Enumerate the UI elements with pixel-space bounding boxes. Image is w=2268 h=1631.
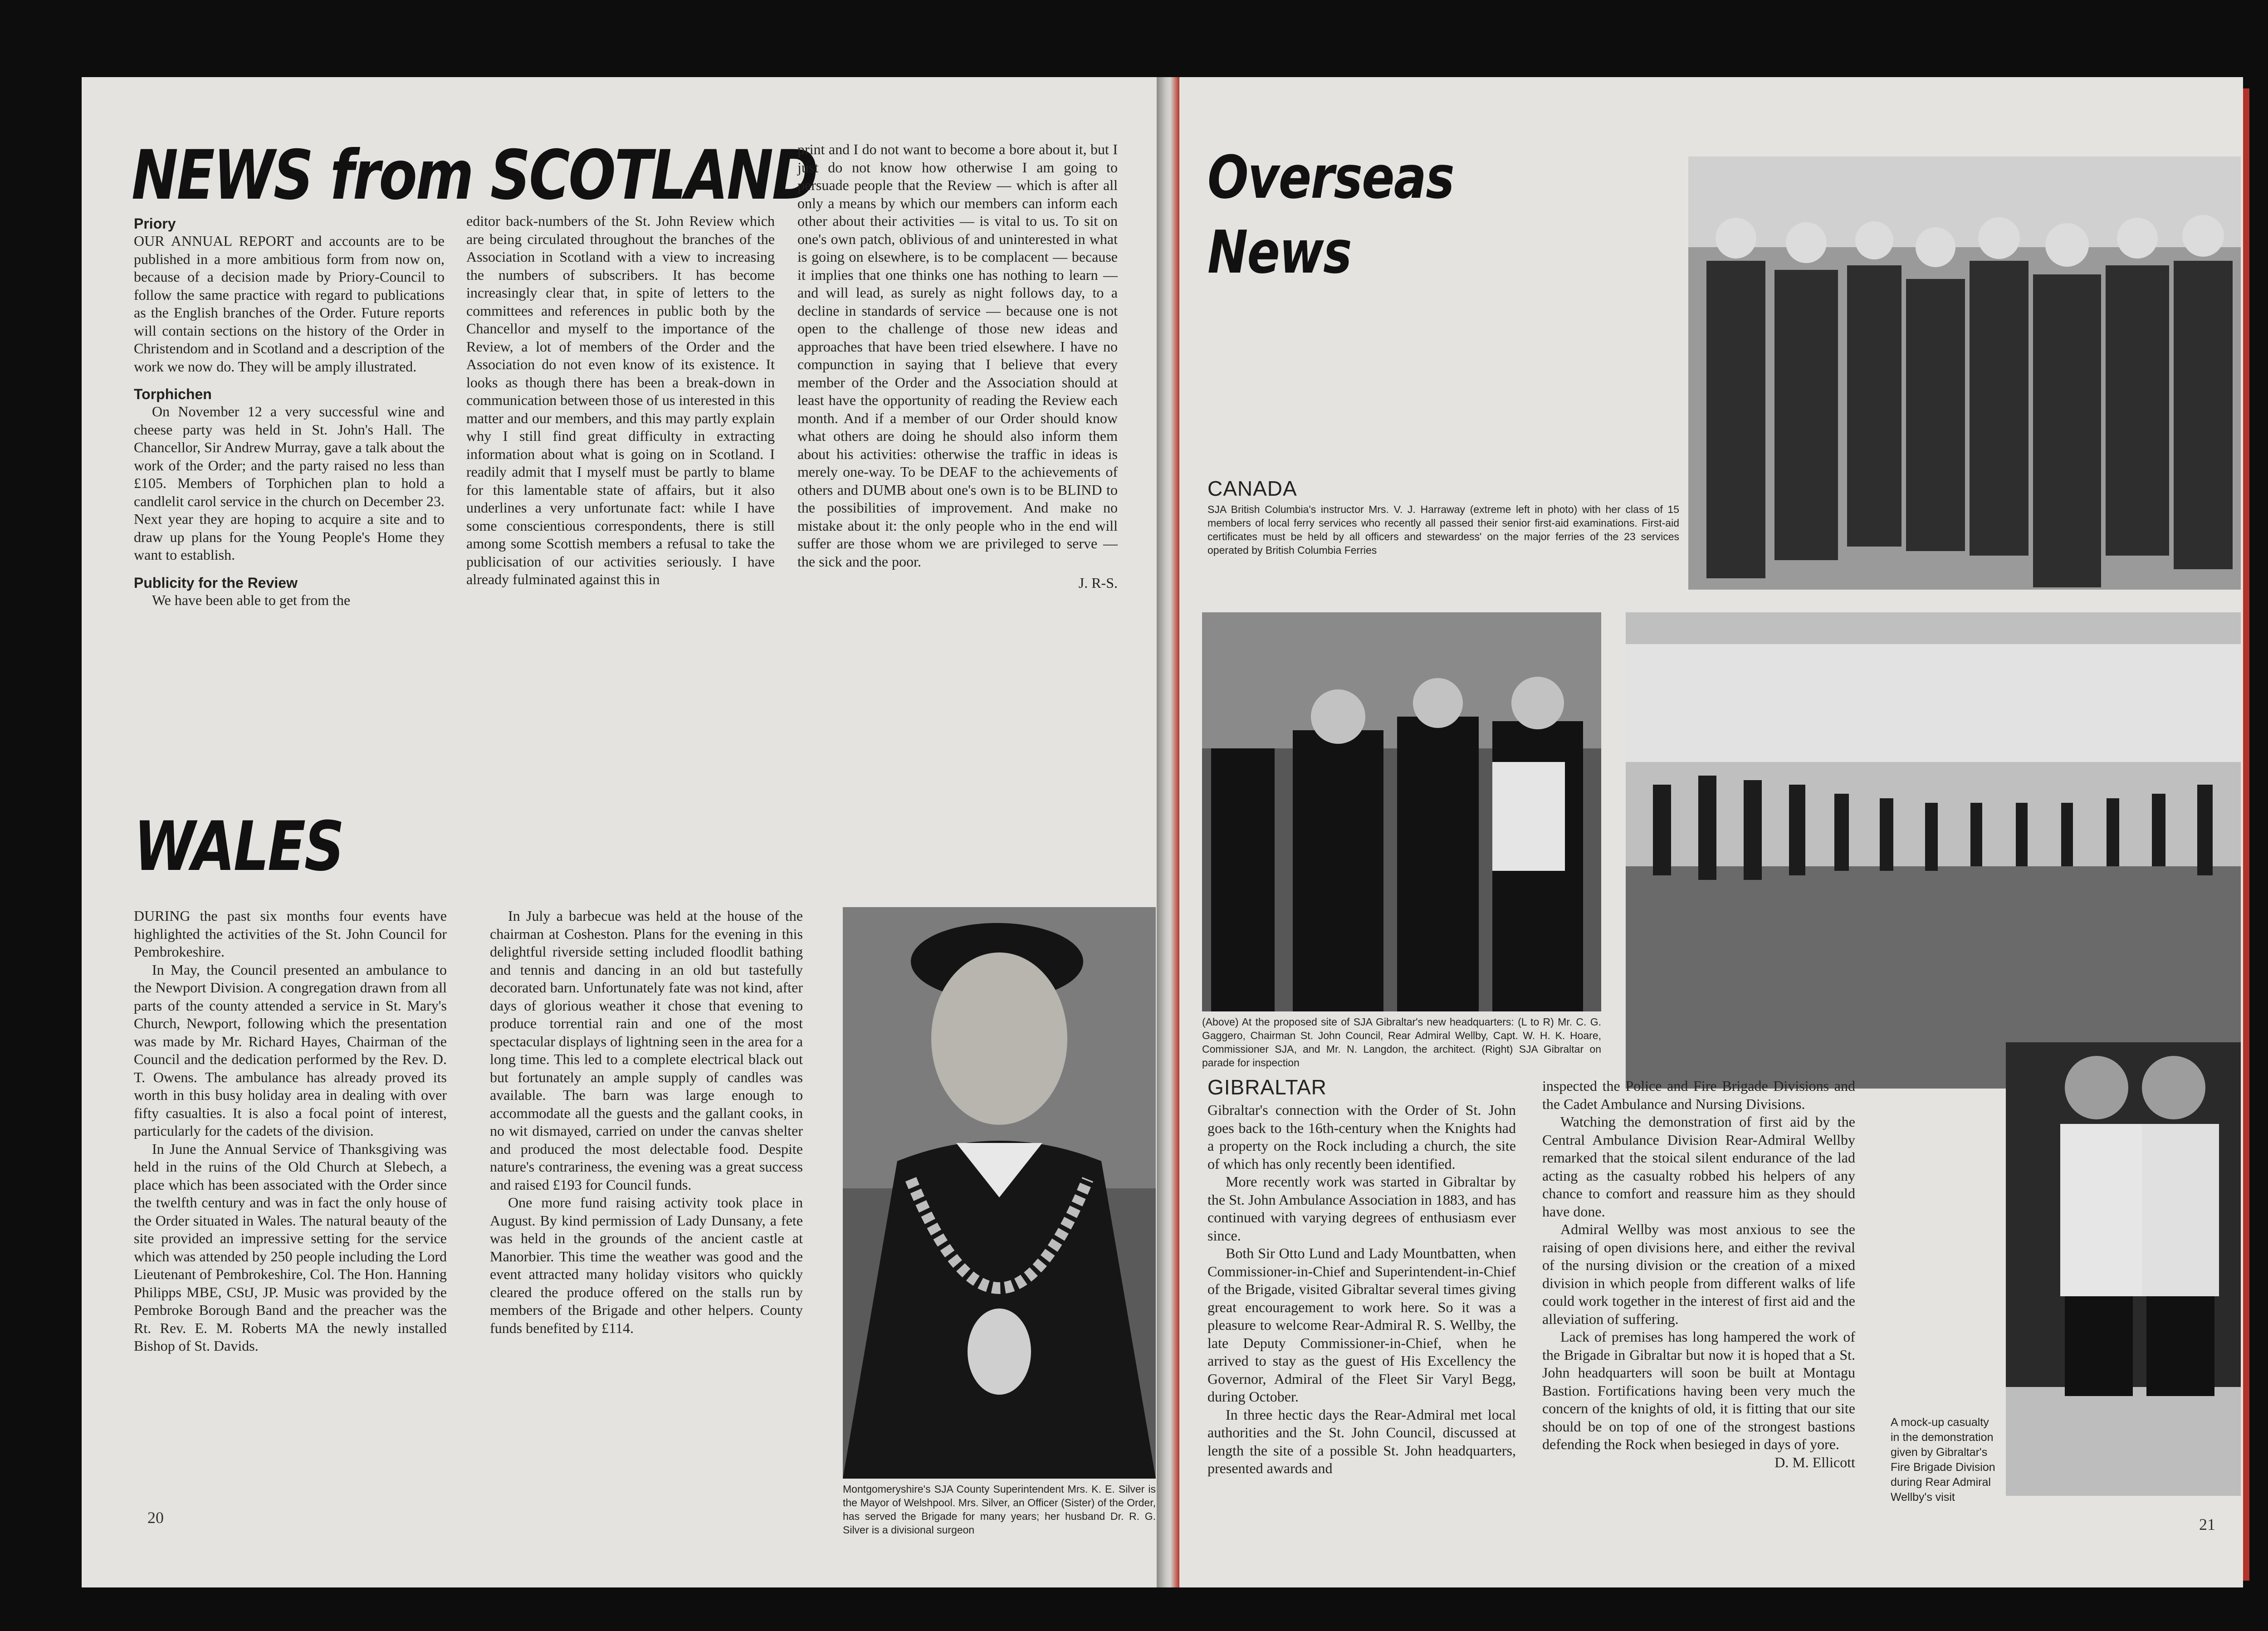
gib-col2-p1: inspected the Police and Fire Brigade Divisions and the Cadet Ambulance and Nursing Divisions. [1542, 1078, 1855, 1112]
binding-edge [2243, 88, 2249, 1581]
canada-caption: SJA British Columbia's instructor Mrs. V. J. Harraway (extreme left in photo) with her class of 15 members of local ferry services who recently all passed their senior first-aid examinations. First-aid certificates must be held by all officers and stewardess' on the major ferries of the 23 services operated by British Columbia Ferries [1207, 503, 1679, 556]
canada-heading: CANADA [1207, 477, 1297, 500]
casualty-photo-illustration [2006, 1042, 2241, 1496]
mockup-casualty-photo [2006, 1042, 2241, 1496]
gib-col1-p1: Gibraltar's connection with the Order of St. John goes back to the 16th-century when the Knights had a property on the Rock including a church, the site of which has only recently been identified. [1207, 1102, 1516, 1172]
wales-column-1 [134, 907, 447, 1355]
gibraltar-heading: GIBRALTAR [1207, 1075, 1327, 1099]
page-number-right: 21 [2199, 1515, 2215, 1533]
scotland-title: NEWS from SCOTLAND [132, 136, 817, 215]
gib-col2-p4: Lack of premises has long hampered the work of the Brigade in Gibraltar but now it is hoped that a St. John headquarters will soon be built at Montagu Bastion. Fortifications having been very much the concern of the knights of old, it is fitting that our site should be on top of one of the strongest bastions defending the Rock when besieged in days of yore. [1542, 1328, 1855, 1452]
torphichen-text: On November 12 a very successful wine and cheese party was held in St. John's Hall. The Chancellor, Sir Andrew Murray, gave a talk about the work of the Order; and the party raised no less than £105. Members of Torphichen plan to hold a candlelit carol service in the church on December 23. Next year they are hoping to acquire a site and to draw up plans for the Young People's Home they want to establish. [134, 403, 445, 563]
gib-col1-p3: Both Sir Otto Lund and Lady Mountbatten, when Commissioner-in-Chief and Superintendent-in-Chief of the Brigade, visited Gibraltar several times giving great encouragement to work here. So it was a pleasure to welcome Rear-Admiral R. S. Wellby, the late Deputy Commissioner-in-Chief, when he arrived to stay as the guest of His Excellency the Governor, Admiral of the Fleet Sir Varyl Begg, during October. [1207, 1245, 1516, 1405]
scotland-col3-text: print and I do not want to become a bore about it, but I just do not know how otherwise I am going to persuade people that the Review — which is after all only a means by which our members can inform each other about their activities — is vital to us. To sit on one's own patch, oblivious of and uninterested in what is going on elsewhere, is to be complacent — because it implies that one thinks one has nothing to learn — and will lead, as surely as night follows day, to a decline in standards of service — because one is not open to the challenge of those new ideas and approaches that have been tried elsewhere. I have no compunction in saying that I believe that every member of the Order and the Association should at least have the opportunity of reading the Review each month. And if a member of our Order should know what others are doing he should also inform them about his activities: otherwise the traffic in ideas is merely one-way. To be DEAF to the achievements of others and DUMB about one's own is to be BLIND to the possibilities of improvement. And make no mistake about it: the only people who in the end will suffer are those whom we are privileged to serve — the sick and the poor. [797, 141, 1118, 570]
page-number-left: 20 [147, 1509, 164, 1527]
gibraltar-column-1 [1207, 1101, 1516, 1478]
mockup-caption: A mock-up casualty in the demonstration given by Gibraltar's Fire Brigade Division during Rear Admiral Wellby's visit [1891, 1416, 1995, 1504]
wales-col2-p1: In July a barbecue was held at the house of the chairman at Cosheston. Plans for the evening in this delightful riverside setting included floodlit bathing and tennis and dancing in an old but tastefully decorated barn. Unfortunately fate was not kind, after days of glorious weather it chose that evening to produce torrential rain and one of the most spectacular displays of lightning seen in the area for a long time. This led to a complete electrical black out but fortunately an ample supply of candles was available. The barn was large enough to accommodate all the guests and the gallant cooks, in no wit dismayed, carried on under the canvas shelter and produced the most delectable food. Despite nature's contrariness, the evening was a great success and raised £193 for Council funds. [490, 908, 803, 1193]
canada-ferry-class-photo [1688, 156, 2241, 590]
publicity-text: We have been able to get from the [152, 591, 351, 608]
site-photo-illustration [1202, 612, 1601, 1011]
scotland-column-2 [466, 212, 775, 589]
torphichen-heading: Torphichen [134, 386, 212, 402]
wales-col2-p2: One more fund raising activity took place in August. By kind permission of Lady Dunsany, a fete was held in the grounds of the ancient castle at Manorbier. This time the weather was good and the event attracted many holiday visitors who quickly cleared the produce offered on the stalls run by members of the Brigade and other helpers. County funds benefited by £114. [490, 1194, 803, 1336]
publicity-heading: Publicity for the Review [134, 574, 298, 591]
group-photo-illustration [1688, 156, 2241, 590]
wales-title: WALES [134, 807, 343, 886]
wales-col1-p3: In June the Annual Service of Thanksgiving was held in the ruins of the Old Church at Slebech, a place which has been associated with the Order since the twelfth century and was in fact the only house of the Order situated in Wales. The natural beauty of the site provided an impressive setting for the service which was attended by 250 people including the Lord Lieutenant of Pembrokeshire, Col. The Hon. Hanning Philipps MBE, CStJ, JP. Music was provided by the Pembroke Borough Band and the preacher was the Rt. Rev. E. M. Roberts MA the newly installed Bishop of St. Davids. [134, 1140, 447, 1354]
gibraltar-site-caption: (Above) At the proposed site of SJA Gibraltar's new headquarters: (L to R) Mr. C. G. Gaggero, Chairman St. John Council, Rear Admiral Wellby, Capt. W. H. K. Hoare, Commissioner SJA, and Mr. N. Langdon, the architect. (Right) SJA Gibraltar on parade for inspection [1202, 1016, 1601, 1069]
scotland-column-1 [134, 212, 445, 609]
wales-column-2 [490, 907, 803, 1337]
mrs-silver-portrait-photo [843, 907, 1156, 1479]
overseas-title-line2: News [1207, 218, 1351, 287]
portrait-illustration [843, 907, 1156, 1479]
parade-photo-illustration [1626, 612, 2241, 1089]
overseas-title-line1: Overseas [1207, 143, 1454, 212]
right-page [1179, 77, 2243, 1587]
portrait-caption: Montgomeryshire's SJA County Superintendent Mrs. K. E. Silver is the Mayor of Welshpool. Mrs. Silver, an Officer (Sister) of the Order, has served the Brigade for many years; her husband Dr. R. G. Silver is a divisional surgeon [843, 1483, 1156, 1536]
wales-col1-p1: DURING the past six months four events have highlighted the activities of the St. John Council for Pembrokeshire. [134, 908, 447, 960]
gib-col1-p4: In three hectic days the Rear-Admiral met local authorities and the St. John Council, discussed at length the site of a possible St. John headquarters, presented awards and [1207, 1406, 1516, 1476]
book-gutter [1157, 77, 1179, 1587]
priory-heading: Priory [134, 215, 176, 232]
gibraltar-site-photo [1202, 612, 1601, 1011]
scotland-column-3 [797, 141, 1118, 592]
gibraltar-signature: D. M. Ellicott [1774, 1454, 1855, 1470]
gibraltar-parade-photo [1626, 612, 2241, 1089]
wales-col1-p2: In May, the Council presented an ambulance to the Newport Division. A congregation drawn from all parts of the county attended a service in St. Mary's Church, Newport, following which the presentation was made by Mr. Richard Hayes, Chairman of the Council and the dedication performed by the Rev. D. T. Owens. The ambulance has already proved its worth in this busy holiday area in dealing with over fifty casualties. It is also a focal point of interest, particularly for the cadets of the division. [134, 961, 447, 1139]
scotland-signature: J. R-S. [1078, 575, 1118, 591]
gib-col1-p2: More recently work was started in Gibraltar by the St. John Ambulance Association in 1883, and has continued with varying degrees of enthusiasm ever since. [1207, 1173, 1516, 1244]
priory-text: OUR ANNUAL REPORT and accounts are to be published in a more ambitious form from now on, because of a decision made by Priory-Council to follow the same practice with regard to publications as the English branches of the Order. Future reports will contain sections on the history of the Order in Christendom and in Scotland and a description of the work we now do. They will be amply illustrated. [134, 233, 445, 375]
gib-col2-p3: Admiral Wellby was most anxious to see the raising of open divisions here, and either the revival of the nursing division or the creation of a mixed division in which people from different walks of life could work together in the interest of first aid and the alleviation of suffering. [1542, 1221, 1855, 1327]
scotland-col2-text: editor back-numbers of the St. John Review which are being circulated throughout the branches of the Association in Scotland with a view to increasing the numbers of subscribers. It has become increasingly clear that, in spite of letters to the committees and references in public both by the Chancellor and myself to the importance of the Review, a lot of members of the Order and the Association do not even know of its existence. It looks as though there has been a break-down in communication between those of us interested in this matter and our members, and this may partly explain why I still find great difficulty in extracting information about what is going on in Scotland. I readily admit that I myself must be partly to blame for this lamentable state of affairs, but it also underlines a very unfortunate fact: while I have some conscientious correspondents, there is still among some Scottish members a refusal to take the publicisation of our activities seriously. I have already fulminated against this in [466, 213, 775, 587]
left-page [82, 77, 1157, 1587]
gib-col2-p2: Watching the demonstration of first aid by the Central Ambulance Division Rear-Admiral Wellby remarked that the stoical silent endurance of the lad acting as the casualty robbed his helpers of any chance to comfort and reassure him as they should have done. [1542, 1113, 1855, 1220]
gibraltar-column-2 [1542, 1077, 1855, 1471]
